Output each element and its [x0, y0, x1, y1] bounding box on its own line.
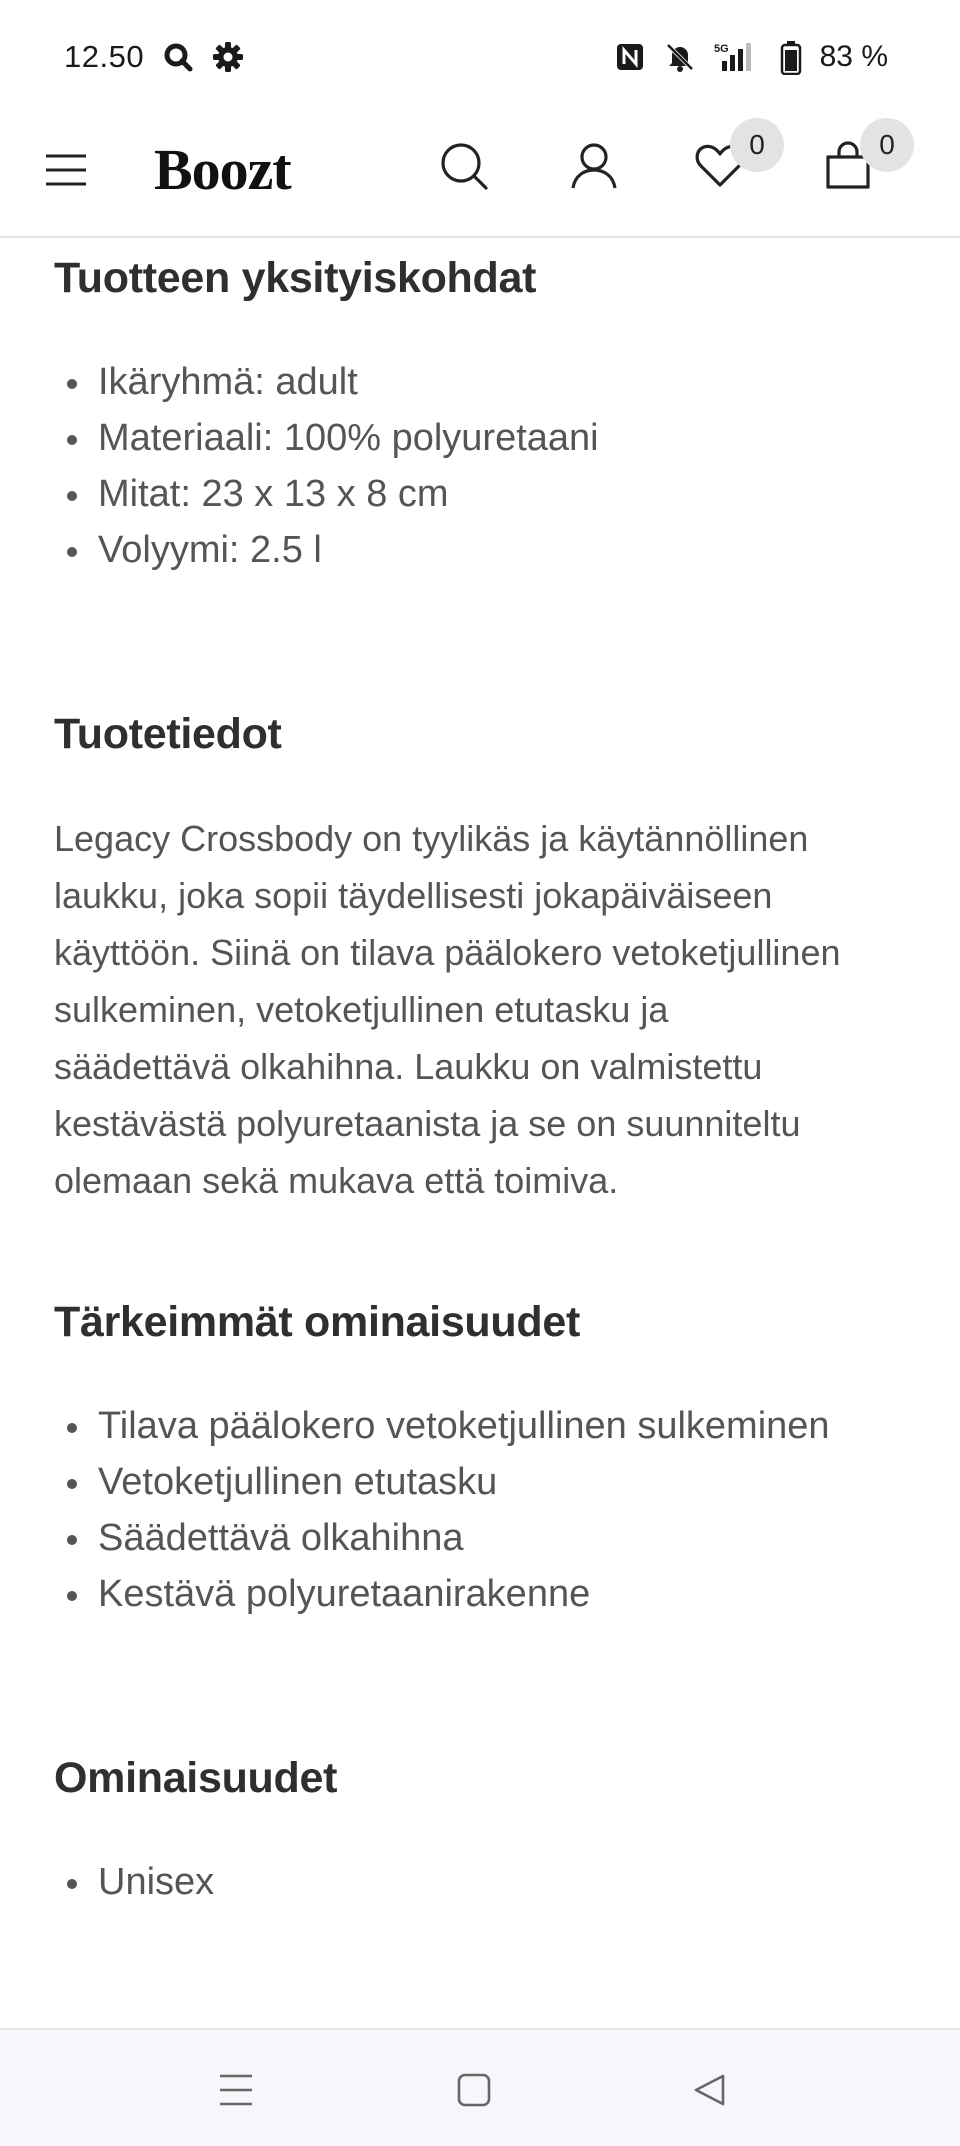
- bell-muted-icon: [664, 41, 696, 73]
- search-icon: [439, 141, 489, 191]
- battery-percent: 83 %: [819, 40, 888, 73]
- home-button[interactable]: [444, 2060, 504, 2120]
- boozt-logo[interactable]: Boozt: [154, 136, 291, 202]
- recents-button[interactable]: [206, 2060, 266, 2120]
- gear-icon: [212, 41, 244, 73]
- search-button[interactable]: [432, 134, 496, 198]
- status-bar: [0, 0, 960, 114]
- signal-icon: [714, 41, 762, 73]
- section-title-features: Tärkeimmät ominaisuudet: [54, 1298, 580, 1346]
- user-icon: [569, 141, 619, 191]
- list-item: Vetoketjullinen etutasku: [54, 1454, 830, 1510]
- details-list: [54, 354, 599, 578]
- attributes-list: [54, 1854, 214, 1910]
- description-line: säädettävä olkahihna. Laukku on valmistettu: [54, 1046, 763, 1087]
- menu-icon: [44, 153, 88, 187]
- list-item: Ikäryhmä: adult: [54, 354, 599, 410]
- description-line: käyttöön. Siinä on tilava päälokero vetoketjullinen: [54, 932, 841, 973]
- section-title-details: Tuotteen yksityiskohdat: [54, 254, 537, 302]
- list-item: Unisex: [54, 1854, 214, 1910]
- network-label: 5G: [713, 43, 729, 55]
- features-list: [54, 1398, 830, 1622]
- back-icon: [692, 2072, 728, 2108]
- section-title-info: Tuotetiedot: [54, 710, 282, 758]
- list-item: Materiaali: 100% polyuretaani: [54, 410, 599, 466]
- home-icon: [456, 2072, 492, 2108]
- description-line: sulkeminen, vetoketjullinen etutasku ja: [54, 989, 669, 1030]
- description-line: olemaan sekä mukava että toimiva.: [54, 1160, 619, 1201]
- nfc-icon: [614, 41, 646, 73]
- list-item: Säädettävä olkahihna: [54, 1510, 830, 1566]
- cart-count-badge: 0: [860, 118, 914, 172]
- description-line: laukku, joka sopii täydellisesti jokapäiväiseen: [54, 875, 773, 916]
- list-item: Mitat: 23 x 13 x 8 cm: [54, 466, 599, 522]
- search-status-icon: [162, 41, 194, 73]
- menu-button[interactable]: [36, 140, 96, 200]
- list-item: Volyymi: 2.5 l: [54, 522, 599, 578]
- system-nav-bar: [0, 2028, 960, 2146]
- status-time: 12.50: [64, 39, 145, 74]
- list-item: Kestävä polyuretaanirakenne: [54, 1566, 830, 1622]
- description-line: Legacy Crossbody on tyylikäs ja käytännöllinen: [54, 818, 809, 859]
- product-description: [54, 810, 914, 1209]
- wishlist-count-badge: 0: [730, 118, 784, 172]
- battery-icon: [780, 41, 802, 73]
- account-button[interactable]: [562, 134, 626, 198]
- section-title-attributes: Ominaisuudet: [54, 1754, 338, 1802]
- list-item: Tilava päälokero vetoketjullinen sulkeminen: [54, 1398, 830, 1454]
- recents-icon: [218, 2073, 254, 2107]
- app-header: [0, 114, 960, 238]
- back-button[interactable]: [680, 2060, 740, 2120]
- description-line: kestävästä polyuretaanista ja se on suunniteltu: [54, 1103, 801, 1144]
